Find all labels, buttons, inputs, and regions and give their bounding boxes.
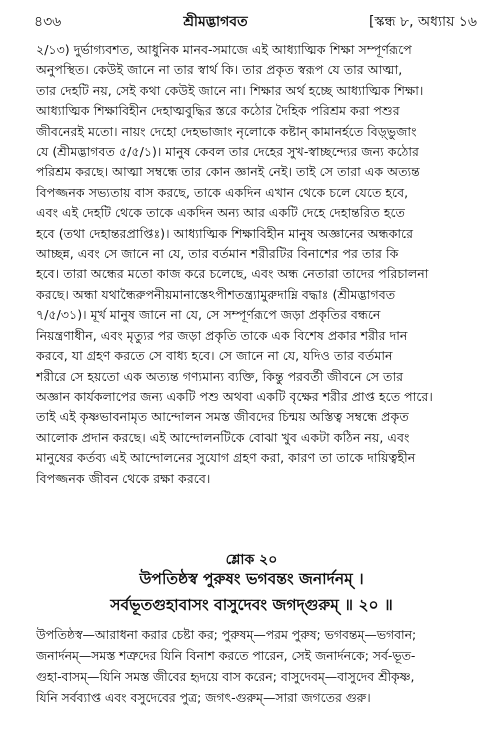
running-title: শ্রীমদ্ভাগবত — [183, 14, 248, 30]
verse-line: উপতিষ্ঠস্ব পুরুষং ভগবন্তং জনার্দনম্ । — [139, 570, 364, 588]
purport-line: ২/১৩) দুর্ভাগ্যবশত, আধুনিক মানব-সমাজে এই আধ্যাত্মিক শিক্ষা সম্পূর্ণরূপে — [36, 42, 412, 57]
synonym-line: যিনি সর্বব্যাপ্ত এবং বসুদেবের পুত্র; জগৎ-গুরুম্—সারা জগতের গুরু। — [36, 690, 371, 705]
verse-text — [0, 566, 503, 618]
verse-heading: শ্লোক ২০ — [225, 552, 278, 568]
page-number: ৪৩৬ — [34, 14, 62, 30]
purport-line: অনুপস্থিত। কেউই জানে না তার স্বার্থ কি। তার প্রকৃত স্বরূপ যে তার আত্মা, — [36, 62, 403, 78]
verse-line: সর্বভূতগুহাবাসং বাসুদেবং জগদ্‌গুরুম্ ॥ ২০ ॥ — [110, 596, 393, 614]
purport-line: আধ্যাত্মিক শিক্ষাবিহীন দেহাত্মবুদ্ধির স্তরে কঠোর দৈহিক পরিশ্রম করা পশুর — [36, 103, 400, 119]
purport-line: অজ্ঞান কার্যকলাপের জন্য একটি পশু অথবা একটি বৃক্ষের শরীর প্রাপ্ত হতে পারে। — [36, 388, 433, 404]
purport-line: বিপজ্জনক সভ্যতায় বাস করছে, তাকে একদিন এখান থেকে চলে যেতে হবে, — [36, 184, 409, 200]
purport-line: করবে, যা গ্রহণ করতে সে বাধ্য হবে। সে জানে না যে, যদিও তার বর্তমান — [36, 348, 393, 364]
purport-line: যে (শ্রীমদ্ভাগবত ৫/৫/১)। মানুষ কেবল তার দেহের সুখ-স্বাচ্ছন্দ্যের জন্য কঠোর — [36, 144, 419, 160]
synonym-line: জনার্দনম্—সমস্ত শত্রুদের যিনি বিনাশ করতে পারেন, সেই জনার্দনকে; সর্ব-ভূত- — [36, 648, 416, 663]
purport-line: ৭/৫/৩১)। মূর্খ মানুষ জানে না যে, সে সম্পূর্ণরূপে জড়া প্রকৃতির বন্ধনে — [36, 307, 381, 323]
section-marker: [স্কন্ধ ৮, অধ্যায় ১৬ — [368, 14, 477, 30]
purport-line: হবে। তারা অন্ধের মতো কাজ করে চলেছে, এবং অন্ধ নেতারা তাদের পরিচালনা — [36, 266, 429, 282]
purport-line: পরিশ্রম করছে। আত্মা সম্বন্ধে তার কোন জ্ঞানই নেই। তাই সে তারা এক অত্যন্ত — [36, 164, 420, 180]
purport-line: বিপজ্জনক জীবন থেকে রক্ষা করবে। — [36, 470, 211, 486]
purport-line: তাই এই কৃষ্ণভাবনামৃত আন্দোলন সমস্ত জীবদের চিন্ময় অস্তিত্ব সম্বন্ধে প্রকৃত — [36, 409, 409, 425]
page-header — [34, 10, 477, 34]
purport-line: আচ্ছন্ন, এবং সে জানে না যে, তার বর্তমান শরীরটির বিনাশের পর তার কি — [36, 246, 399, 262]
purport-line: নিয়ন্ত্রণাধীন, এবং মৃত্যুর পর জড়া প্রকৃতি তাকে এক বিশেষ প্রকার শরীর দান — [36, 327, 408, 343]
synonym-line: গুহা-বাসম্—যিনি সমস্ত জীবের হৃদয়ে বাস করেন; বাসুদেবম্—বাসুদেব শ্রীকৃষ্ণ, — [36, 669, 415, 684]
purport-line: এবং এই দেহটি থেকে তাকে একদিন অন্য আর একটি দেহে দেহান্তরিত হতে — [36, 205, 405, 221]
purport-line: শরীরে সে হয়তো এক অত্যন্ত গণ্যমান্য ব্যক্তি, কিন্তু পরবর্তী জীবনে সে তার — [36, 368, 404, 384]
purport-line: তার দেহটি নয়, সেই কথা কেউই জানে না। শিক্ষার অর্থ হচ্ছে আধ্যাত্মিক শিক্ষা। — [36, 82, 424, 98]
purport-line: করছে। অন্ধা যথান্ধৈরুপনীয়মানাস্তেঽপীশতন্ত্র্যামুরুদাম্নি বদ্ধাঃ (শ্রীমদ্ভাগবত — [36, 286, 396, 302]
purport-line: আলোক প্রদান করছে। এই আন্দোলনটিকে বোঝা খুব একটা কঠিন নয়, এবং — [36, 429, 410, 445]
purport-line: হবে (তথা দেহান্তরপ্রাপ্তিঃ)। আধ্যাত্মিক শিক্ষাবিহীন মানুষ অজ্ঞানের অন্ধকারে — [36, 225, 414, 241]
synonyms-text — [36, 624, 476, 708]
purport-line: মানুষের কর্তব্য এই আন্দোলনের সুযোগ গ্রহণ করা, কারণ তা তাকে দায়িত্বহীন — [36, 450, 416, 466]
synonym-line: উপতিষ্ঠস্ব—আরাধনা করার চেষ্টা কর; পুরুষম্—পরম পুরুষ; ভগবন্তম্—ভগবান; — [36, 627, 417, 642]
purport-line: জীবনেরই মতো। নায়ং দেহো দেহভাজাং নৃলোকে কষ্টান্ কামানর্হতে বিড়্‌ভুজাং — [36, 123, 417, 139]
purport-text — [36, 40, 474, 489]
